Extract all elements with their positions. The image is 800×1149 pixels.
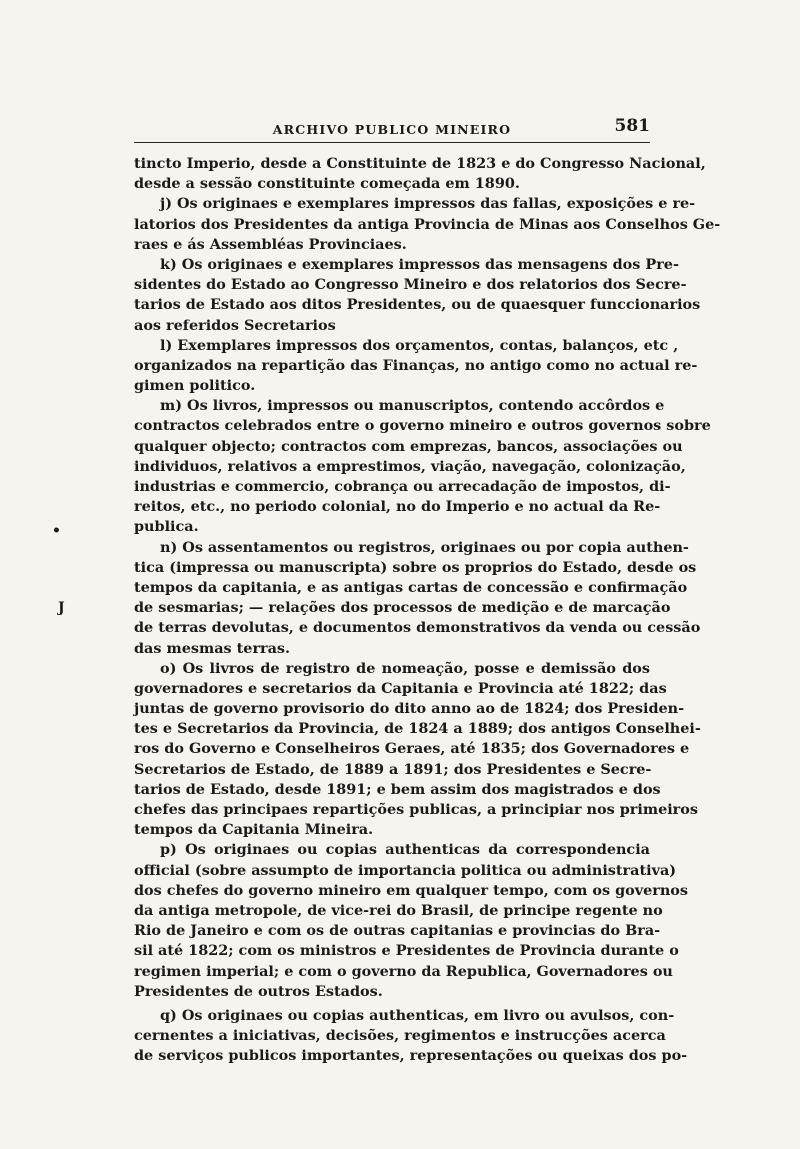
text-line: da antiga metropole, de vice-rei do Brasil, de principe regente no: [134, 901, 663, 919]
text-line: p) Os originaes ou copias authenticas da correspondencia: [160, 841, 650, 859]
text-line: dos chefes do governo mineiro em qualquer tempo, com os governos: [134, 881, 689, 899]
text-line: Presidentes de outros Estados.: [134, 982, 383, 1000]
text-line: tempos da Capitania Mineira.: [134, 821, 374, 839]
text-line: aos referidos Secretarios: [134, 316, 336, 334]
text-line: regimen imperial; e com o governo da Republica, Governadores ou: [134, 962, 673, 980]
text-line: tes e Secretarios da Provincia, de 1824 a 1889; dos antigos Conselhei-: [134, 720, 701, 738]
running-header: [134, 116, 650, 140]
text-line: tempos da capitania, e as antigas cartas de concessão e confirmação: [134, 578, 688, 596]
text-line: n) Os assentamentos ou registros, originaes ou por copia authen-: [160, 538, 689, 556]
text-line: o) Os livros de registro de nomeação, posse e demissão dos: [160, 659, 650, 677]
text-line: organizados na repartição das Finanças, no antigo como no actual re-: [134, 356, 698, 374]
text-line: q) Os originaes ou copias authenticas, em livro ou avulsos, con-: [160, 1006, 675, 1024]
text-line: de terras devolutas, e documentos demonstrativos da venda ou cessão: [134, 619, 701, 637]
text-line: cernentes a iniciativas, decisões, regimentos e instrucções acerca: [134, 1027, 666, 1045]
text-line: das mesmas terras.: [134, 639, 291, 657]
text-line: ros do Governo e Conselheiros Geraes, até 1835; dos Governadores e: [134, 740, 690, 758]
text-line: latorios dos Presidentes da antiga Provincia de Minas aos Conselhos Ge-: [134, 215, 721, 233]
text-line: qualquer objecto; contractos com emprezas, bancos, associações ou: [134, 437, 683, 455]
text-line: raes e ás Assembléas Provinciaes.: [134, 235, 407, 253]
text-line: sidentes do Estado ao Congresso Mineiro e dos relatorios dos Secre-: [134, 276, 687, 294]
text-line: tarios de Estado aos ditos Presidentes, ou de quaesquer funccionarios: [134, 296, 701, 314]
text-line: Rio de Janeiro e com os de outras capitanias e provincias do Bra-: [134, 922, 661, 940]
text-line: chefes das principaes repartições publicas, a principiar nos primeiros: [134, 801, 698, 818]
text-line: de serviços publicos importantes, representações ou queixas dos po-: [134, 1047, 688, 1065]
text-line: k) Os originaes e exemplares impressos das mensagens dos Pre-: [160, 255, 679, 273]
text-line: tica (impressa ou manuscripta) sobre os proprios do Estado, desde os: [134, 558, 697, 576]
text-line: publica.: [134, 518, 199, 536]
text-line: individuos, relativos a emprestimos, viação, navegação, colonização,: [134, 457, 686, 475]
text-line: governadores e secretarios da Capitania e Provincia até 1822; das: [134, 679, 667, 697]
body-text: [134, 154, 721, 1066]
text-line: tincto Imperio, desde a Constituinte de 1823 e do Congresso Nacional,: [134, 155, 706, 172]
text-line: reitos, etc., no periodo colonial, no do Imperio e no actual da Re-: [134, 498, 661, 516]
margin-mark: •: [52, 523, 61, 539]
text-line: gimen politico.: [134, 377, 256, 395]
text-line: tarios de Estado, desde 1891; e bem assim dos magistrados e dos: [134, 780, 661, 798]
text-line: industrias e commercio, cobrança ou arrecadação de impostos, di-: [134, 478, 671, 495]
text-line: Secretarios de Estado, de 1889 a 1891; dos Presidentes e Secre-: [134, 760, 652, 778]
text-line: sil até 1822; com os ministros e Presidentes de Provincia durante o: [134, 942, 679, 960]
text-line: l) Exemplares impressos dos orçamentos, contas, balanços, etc ,: [160, 336, 679, 354]
header-rule: [134, 142, 650, 143]
text-line: desde a sessão constituinte começada em 1890.: [134, 175, 520, 193]
page-number: 581: [614, 116, 650, 136]
text-line: contractos celebrados entre o governo mineiro e outros governos sobre: [134, 417, 711, 435]
text-line: official (sobre assumpto de importancia politica ou administrativa): [134, 861, 677, 879]
text-line: de sesmarias; — relações dos processos de medição e de marcação: [134, 599, 671, 617]
text-line: j) Os originaes e exemplares impressos das fallas, exposições e re-: [160, 195, 696, 213]
margin-mark: J: [58, 600, 65, 616]
running-title: ARCHIVO PUBLICO MINEIRO: [272, 122, 512, 137]
text-line: juntas de governo provisorio do dito anno ao de 1824; dos Presiden-: [134, 700, 685, 718]
text-line: m) Os livros, impressos ou manuscriptos, contendo accôrdos e: [160, 397, 665, 415]
